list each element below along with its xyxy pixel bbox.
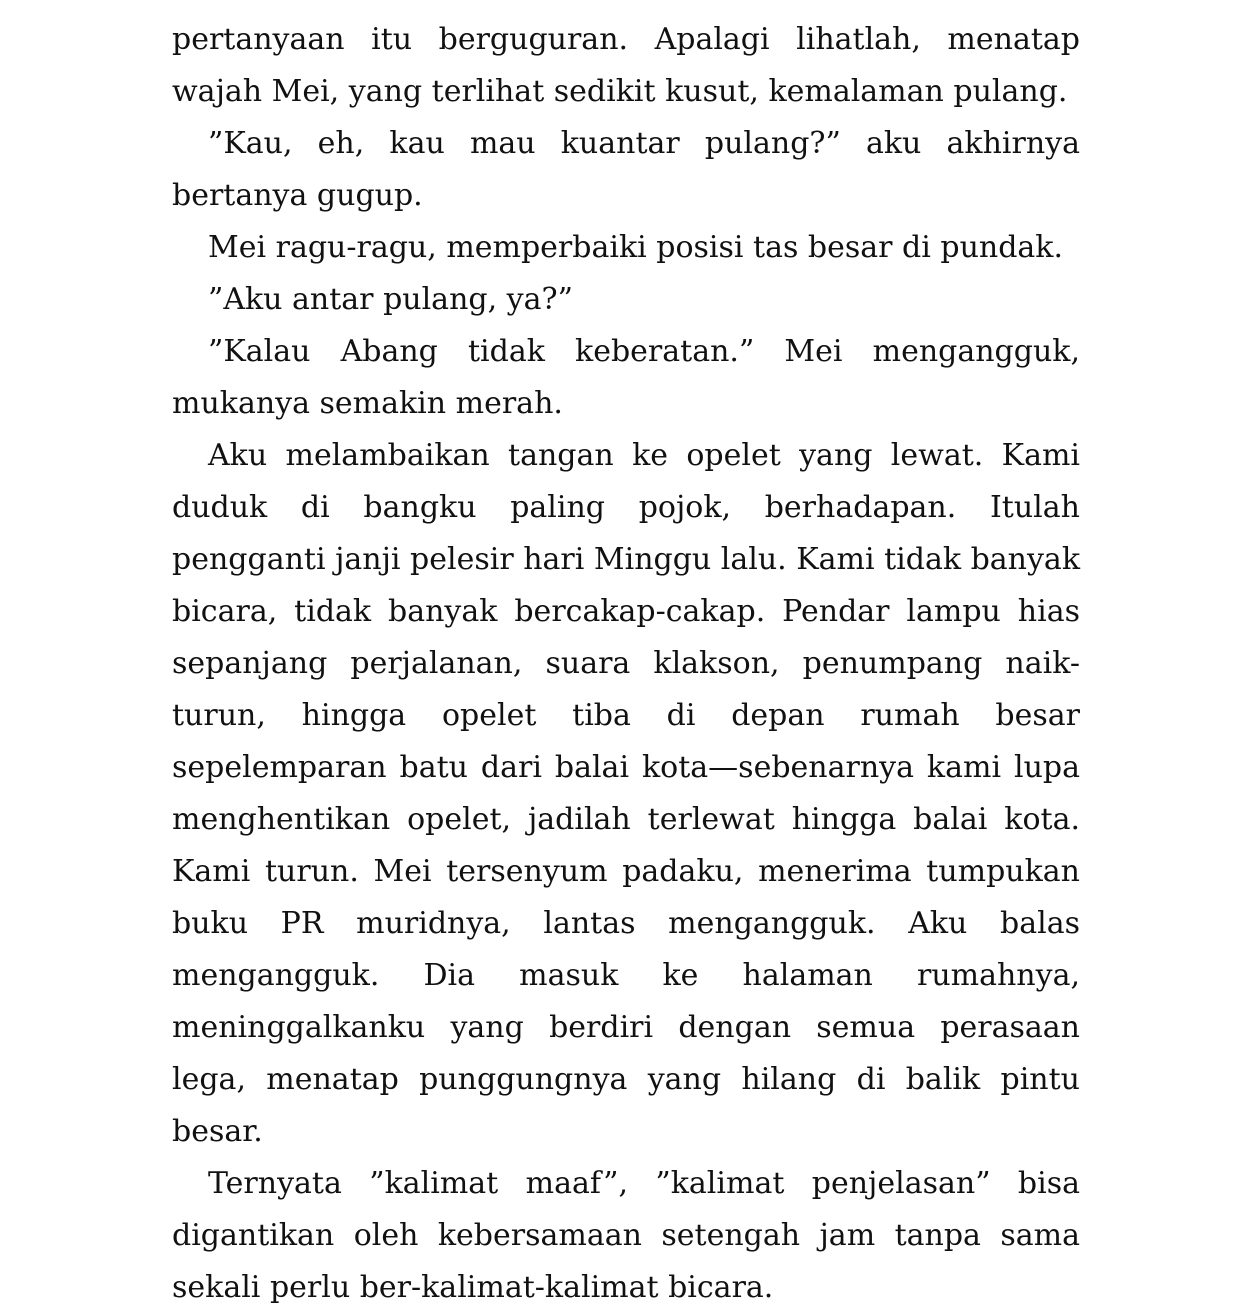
paragraph-dialogue-reply: ”Kalau Abang tidak keberatan.” Mei mengangguk, mukanya semakin merah. — [172, 334, 1080, 421]
book-page — [172, 14, 1080, 1314]
paragraph-continuation: pertanyaan itu berguguran. Apalagi lihatlah, menatap wajah Mei, yang terlihat sedikit kusut, kemalaman pulang. — [172, 22, 1080, 109]
paragraph-dialogue-repeat: ”Aku antar pulang, ya?” — [208, 282, 573, 317]
paragraph-dialogue-offer: ”Kau, eh, kau mau kuantar pulang?” aku akhirnya bertanya gugup. — [172, 126, 1080, 213]
paragraph-mei-hesitates: Mei ragu-ragu, memperbaiki posisi tas besar di pundak. — [208, 230, 1064, 265]
paragraph-opelet-ride: Aku melambaikan tangan ke opelet yang lewat. Kami duduk di bangku paling pojok, berhadapan. Itulah pengganti janji pelesir hari Minggu lalu. Kami tidak banyak bicara, tidak banyak bercakap-cakap. Pendar lampu hias sepanjang perjalanan, suara klakson, penumpang naik-turun, hingga opelet tiba di depan rumah besar sepelemparan batu dari balai kota—sebenarnya kami lupa menghentikan opelet, jadilah terlewat hingga balai kota. Kami turun. Mei tersenyum padaku, menerima tumpukan buku PR muridnya, lantas mengangguk. Aku balas mengangguk. Dia masuk ke halaman rumahnya, meninggalkanku yang berdiri dengan semua perasaan lega, menatap punggungnya yang hilang di balik pintu besar. — [172, 438, 1080, 1149]
paragraph-conclusion: Ternyata ”kalimat maaf”, ”kalimat penjelasan” bisa digantikan oleh kebersamaan setengah jam tanpa sama sekali perlu ber-kalimat-kalimat bicara. — [172, 1166, 1080, 1305]
